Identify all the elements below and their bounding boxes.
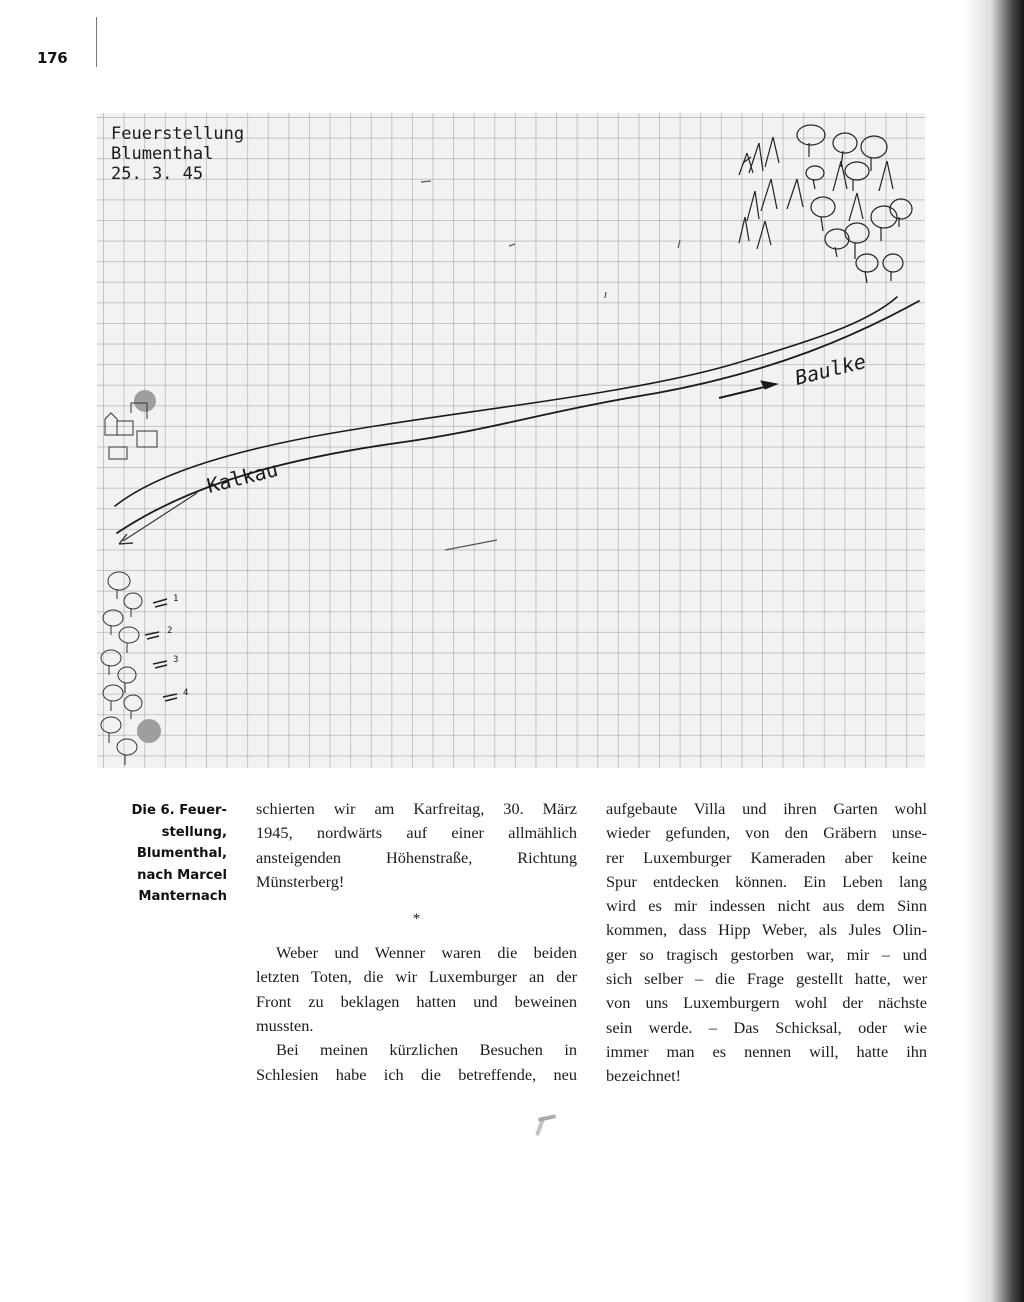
text-line: 1945, nordwärts auf einer allmählich [256,823,577,843]
hand-drawn-map-sketch [97,113,925,768]
paragraph-continued [606,797,927,1089]
text-line: ger so tragisch gestorben war, mir – und [606,944,927,964]
sketch-title-line-1: Feuerstellung [111,124,245,144]
forest-top-right-icon [739,125,912,283]
text-line: Weber und Wenner waren die beiden [276,943,577,963]
gun-position-2 [145,626,172,639]
text-line: letzten Toten, die wir Luxemburger an der [256,967,577,987]
road-label-baulke: Baulke [792,349,869,390]
caption-line: stellung, [161,824,227,840]
gun-positions [145,594,188,701]
text-line: aufgebaute Villa und ihren Garten wohl [606,799,927,818]
arrow-right-icon [719,381,777,398]
position-marker-dot [137,719,161,743]
text-line: sein werde. – Das Schicksal, oder wie [606,1017,927,1037]
page-edge-shadow [964,0,1024,1302]
village-houses-icon [105,390,157,459]
forest-bottom-left-icon [101,572,161,765]
text-line: von uns Luxemburgern wohl der nächste [606,993,927,1013]
gun-position-1 [153,594,178,607]
position-marker-dot [134,390,156,412]
text-line: Schlesien habe ich die betreffende, neu [256,1064,577,1084]
text-line: wieder gefunden, von den Gräbern unse- [606,823,927,843]
text-column-2 [606,797,927,1089]
text-line: Münsterberg! [256,871,345,891]
text-line: sich selber – die Frage gestellt hatte, wer [606,969,927,989]
text-line: schierten wir am Karfreitag, 30. März [256,799,577,818]
paragraph-3 [256,1038,577,1087]
arrow-left-icon [119,493,197,544]
caption-line: Die 6. Feuer- [131,803,227,818]
text-line: mussten. [256,1016,314,1036]
scan-smudge [535,1118,545,1136]
caption-line: Blumenthal, [136,846,227,862]
road-label-kalkau: Kalkau [204,457,281,498]
figure-caption [100,800,227,908]
text-line: ansteigenden Höhenstraße, Richtung [256,847,577,867]
text-line: bezeichnet! [606,1066,682,1086]
text-line: wird es mir indessen nicht aus dem Sinn [606,896,927,916]
road [115,297,919,533]
svg-text:3: 3 [173,655,179,665]
text-column-1 [256,797,577,1087]
text-line: Spur entdecken können. Ein Leben lang [606,871,927,891]
text-line: kommen, dass Hipp Weber, als Jules Olin- [606,920,927,940]
svg-text:1: 1 [173,594,179,604]
sketch-title-line-3: 25. 3. 45 [111,164,204,184]
svg-text:2: 2 [167,626,173,636]
text-line: Front zu beklagen hatten und beweinen [256,991,577,1011]
paragraph-1 [256,797,577,894]
svg-text:4: 4 [183,688,189,698]
page-number: 176 [37,49,68,67]
page-number-rule [96,17,97,67]
text-line: immer man es nennen will, hatte ihn [606,1041,927,1061]
caption-line: Manternach [138,889,227,905]
caption-line: nach Marcel [137,867,227,883]
sketch-title [111,124,244,184]
section-separator-asterisk: * [412,911,421,928]
text-line: Bei meinen kürzlichen Besuchen in [276,1040,577,1060]
gun-position-3 [153,655,178,668]
gun-position-4 [163,688,188,701]
text-line: rer Luxemburger Kameraden aber keine [606,847,927,867]
paragraph-2 [256,941,577,1038]
stray-marks [421,181,680,550]
sketch-title-line-2: Blumenthal [111,144,214,164]
